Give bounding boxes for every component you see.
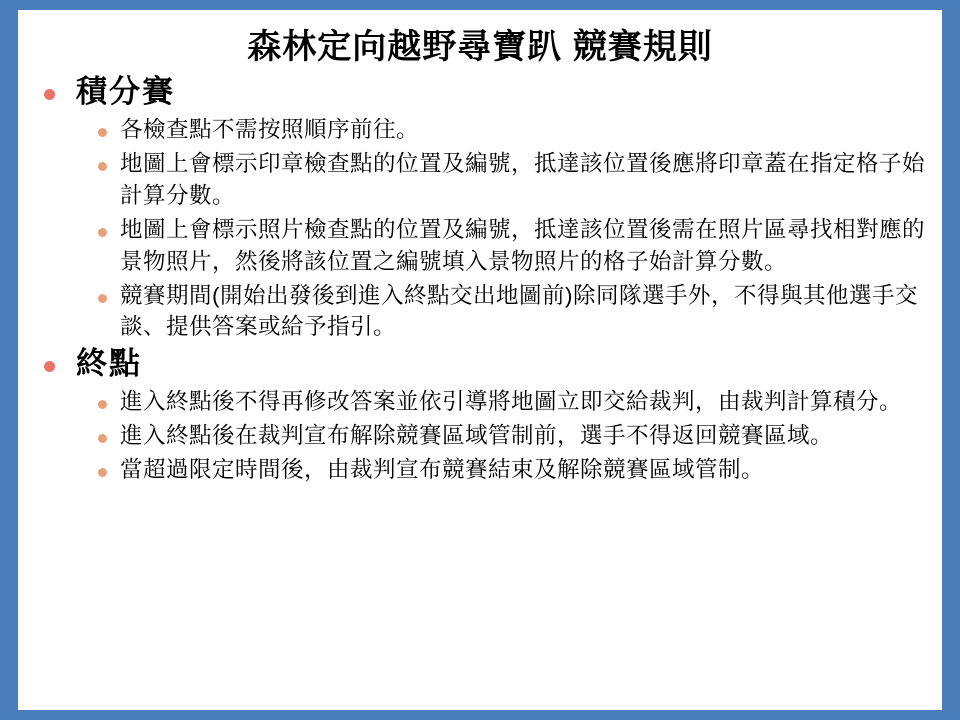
list-item-text: 地圖上會標示照片檢查點的位置及編號，抵達該位置後需在照片區尋找相對應的景物照片，然後將該位置之編號填入景物照片的格子始計算分數。 (120, 216, 926, 274)
section-heading: 積分賽 (76, 74, 175, 110)
list-item (76, 280, 928, 344)
bullet-icon (98, 294, 107, 303)
bullet-icon (98, 434, 107, 443)
bullet-icon (98, 228, 107, 237)
list-item-text: 當超過限定時間後，由裁判宣布競賽結束及解除競賽區域管制。 (120, 457, 765, 483)
bullet-icon (98, 400, 107, 409)
bullet-icon (98, 468, 107, 477)
bullet-icon (98, 128, 107, 137)
list-item (76, 148, 928, 212)
list-item-text: 各檢查點不需按照順序前往。 (120, 116, 420, 142)
bullet-icon (44, 89, 55, 100)
section-finish-items (76, 386, 928, 486)
list-item-text: 競賽期間(開始出發後到進入終點交出地圖前)除同隊選手外，不得與其他選手交談、提供答案或給予指引。 (120, 282, 918, 340)
outline-list (32, 73, 928, 486)
section-scoring (32, 73, 928, 343)
section-heading: 終點 (76, 346, 142, 382)
slide-content (18, 73, 942, 486)
section-scoring-items (76, 114, 928, 344)
list-item (76, 420, 928, 452)
list-item-text: 進入終點後不得再修改答案並依引導將地圖立即交給裁判，由裁判計算積分。 (120, 389, 903, 415)
list-item (76, 454, 928, 486)
list-item (76, 214, 928, 278)
bullet-icon (98, 162, 107, 171)
bullet-icon (44, 361, 55, 372)
list-item-text: 進入終點後在裁判宣布解除競賽區域管制前，選手不得返回競賽區域。 (120, 423, 834, 449)
list-item-text: 地圖上會標示印章檢查點的位置及編號，抵達該位置後應將印章蓋在指定格子始計算分數。 (120, 150, 926, 208)
list-item (76, 114, 928, 146)
list-item (76, 386, 928, 418)
section-finish (32, 345, 928, 486)
slide-canvas (18, 10, 942, 710)
page-title: 森林定向越野尋寶趴 競賽規則 (247, 28, 713, 66)
